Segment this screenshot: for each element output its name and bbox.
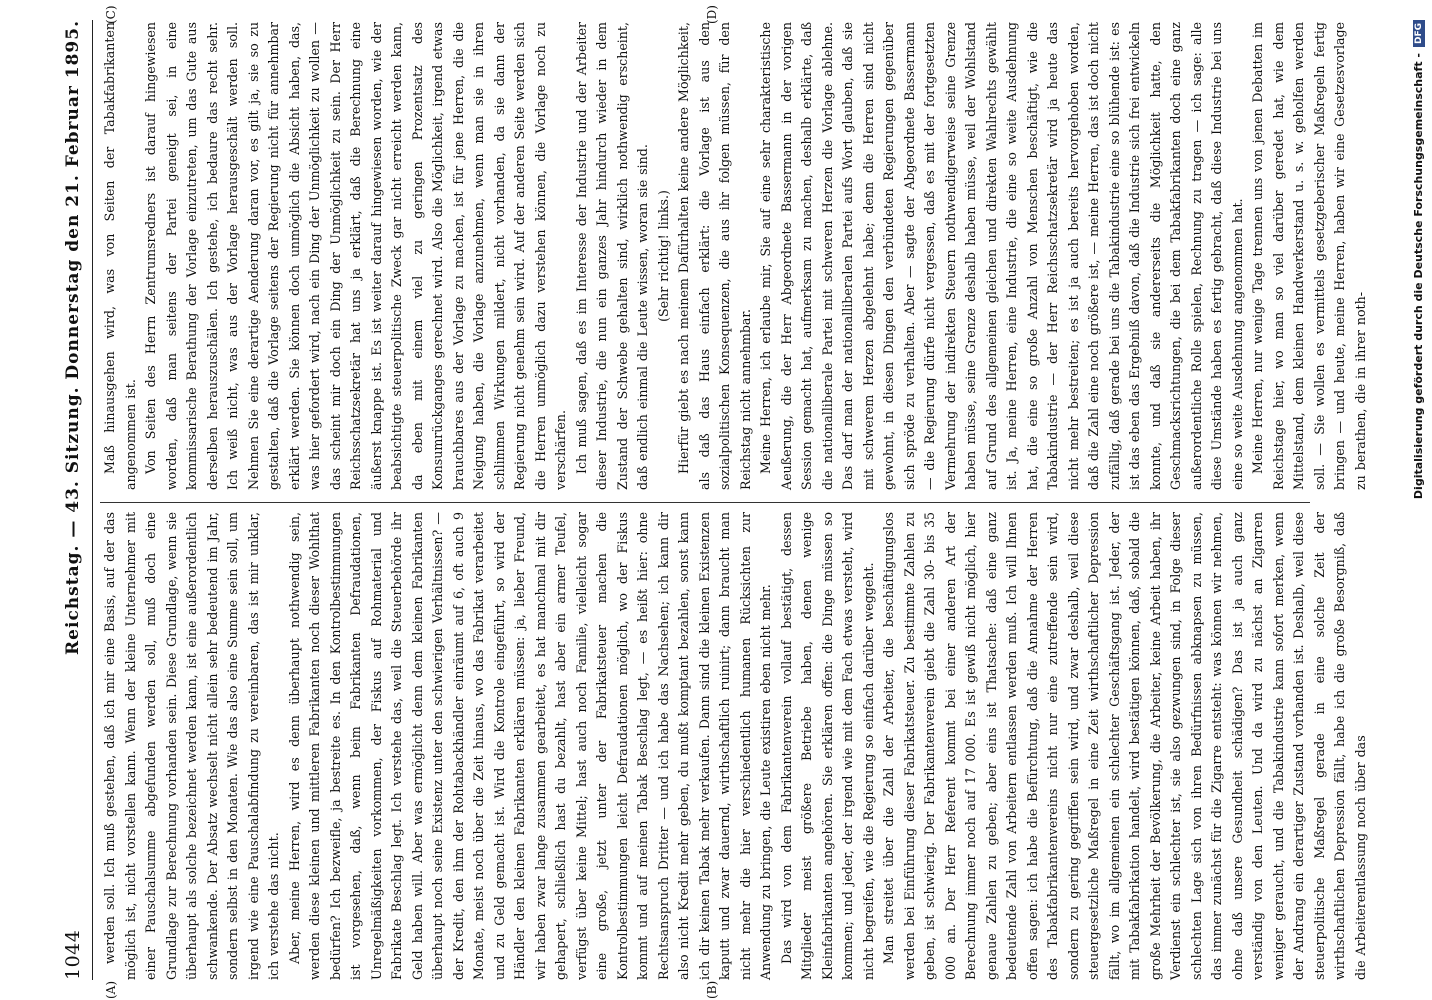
paragraph: Von Seiten des Herrn Zentrumsredners ist darauf hingewiesen worden, daß man seitens der Partei geneigt sei, in eine kommissarische Berathung der Vorlage einzutreten, um das Gute aus derselben herauszuschälen. Ich gestehe, ich bedaure das recht sehr. Ich weiß nicht, was aus der Vorlage herausgeschält werden soll. Nehmen Sie eine derartige Aenderung daran vor, es gilt ja, sie so zu gestalten, daß die Vorlage seitens der Regierung nicht für annehmbar erklärt werden. Sie können doch unmöglich die Absicht haben, das, was hier gefordert wird, nach ein Ding der Unmöglichkeit zu wollen — das scheint mir doch ein Ding der Unmöglichkeit zu sein. Der Herr Reichsschatzsekretär hat uns ja erklärt, daß die Berechnung eine äußerst knappe ist. Es ist weiter darauf hingewiesen worden, wie der beabsichtigte steuerpolitische Zweck gar nicht erreicht werden kann, da eben mit einem viel zu geringen Prozentsatz des Konsumrückganges gerechnet wird. Also die Möglichkeit, irgend etwas brauchbares aus der Vorlage zu machen, ist für jene Herren, die die Neigung haben, die Vorlage anzunehmen, wenn man sie in ihren schlimmen Wirkungen mildert, nicht vorhanden, da sie dann der Regierung nicht genehm sein wird. Auf der anderen Seite werden sich die Herren unmöglich dazu verstehen können, die Vorlage noch zu verschärfen. [143, 22, 568, 490]
dfg-logo: DFG [1413, 20, 1425, 47]
column-divider [100, 502, 1310, 503]
left-text-column [100, 512, 1368, 980]
margin-marker-d: (D) [705, 5, 719, 24]
margin-marker-a: (A) [104, 980, 118, 999]
funding-text: Digitalisierung gefördert durch die Deutsche Forschungsgemeinschaft - [1412, 53, 1425, 500]
running-header [60, 20, 86, 980]
margin-marker-b: (B) [705, 980, 719, 999]
paragraph: Das wird von dem Fabrikantenverein vollauf bestätigt, dessen Mitglieder meist größere Betriebe haben, denen wenige Kleinfabrikanten angehören. Sie erklären offen: die Dinge müssen so kommen; und jeder, der irgend wie mit dem Fach etwas versteht, wird nicht begreifen, wie die Regierung so einfach darüber weggeht. [778, 512, 876, 980]
margin-marker-c: (C) [104, 5, 118, 24]
paragraph: Man streitet über die Zahl der Arbeiter, die beschäftigungslos werden bei Einführung dieser Fabrikatsteuer. Zu bestimmte Zahlen zu geben, ist schwierig. Der Fabrikantenverein giebt die Zahl 30- bis 35 000 an. Der Herr Referent kommt bei einer anderen Art der Berechnung immer noch auf 17 000. Es ist gewiß nicht möglich, hier genaue Zahlen zu geben; aber eins ist Thatsache: daß eine ganz bedeutende Zahl von Arbeitern entlassen werden muß. Ich will Ihnen offen sagen: ich habe die Befürchtung, daß die Annahme der Herren des Tabakfabrikantenvereins nicht nur eine zutreffende sein wird, sondern zu gering gegriffen sein wird, und zwar deshalb, weil diese steuergesetzliche Maßregel in eine Zeit wirthschaftlicher Depression fällt, wo im allgemeinen ein schlechter Geschäftsgang ist. Jeder, der mit Tabakfabrikation handelt, wird bestätigen können, daß, sobald die große Mehrheit der Bevölkerung, die Arbeiter, keine Arbeit haben, ihr Verdienst ein schlechter ist, sie also gezwungen sind, in Folge dieser schlechten Lage sich von ihren Bedürfnissen abknapsen zu müssen, das immer zunächst für die Zigarre entsteht: was können wir nehmen, ohne daß unsere Gesundheit schädigen? Das ist ja auch ganz verständig von den Leuten. Und da wird zu nächst an Zigarren weniger geraucht, und die Tabakindustrie kann sofort merken, wenn der Andrang ein derartiger Zustand vorhanden ist. Deshalb, weil diese steuerpolitische Maßregel gerade in eine solche Zeit der wirthschaftlichen Depression fällt, habe ich die große Besorgniß, daß die Arbeiterentlassung noch über das [881, 512, 1368, 980]
right-text-column [100, 22, 1368, 490]
interjection: (Sehr richtig! links.) [655, 190, 671, 322]
digitization-note [1412, 20, 1425, 980]
paragraph: werden soll. Ich muß gestehen, daß ich mir eine Basis, auf der das möglich ist, nicht vorstellen kann. Wenn der kleine Unternehmer mit einer Pauschalsumme abgefunden werden soll, muß doch eine Grundlage zur Berechnung vorhanden sein. Diese Grundlage, wenn sie überhaupt als solche bezeichnet werden kann, ist eine außerordentlich schwankende. Der Absatz wechselt nicht allein sehr bedeutend im Jahr, sondern selbst in den Monaten. Wie das also eine Summe sein soll, um irgend wie eine Pauschalabfindung zu vereinbaren, das ist mir unklar, ich verstehe das nicht. [102, 512, 281, 980]
paragraph: Meine Herren, ich erlaube mir, Sie auf eine sehr charakteristische Aeußerung, die der Herr Abgeordnete Bassermann in der vorigen Session gemacht hat, aufmerksam zu machen, deshalb erklärte, daß die nationalliberale Partei mit schweren Herzen die Vorlage ablehne. Das darf man der nationalliberalen Partei aufs Wort glauben, daß sie mit schwerem Herzen abgelehnt habe; denn die Herren sind nicht gewohnt, in diesen Dingen den verbündeten Regierungen gegenüber sich spröde zu verhalten. Aber — sagte der Abgeordnete Bassermann — die Regierung dürfe nicht vergessen, daß es mit der fortgesetzten Vermehrung der indirekten Steuern nothwendigerweise seine Grenze haben müsse, seine Grenze deshalb haben müsse, weil der Wohlstand auf Grund des allgemeinen gleichen und direkten Wahlrechts gewählt ist. Ja, meine Herren, eine Industrie, die eine so weite Ausdehnung hat, die eine so große Anzahl von Menschen beschäftigt, wie die Tabakindustrie — der Herr Reichsschatzsekretär wird ja heute das nicht mehr bestreiten; es ist ja auch bereits hervorgehoben worden, daß die Zahl eine noch größere ist, — meine Herren, das ist doch nicht zufällig, daß gerade bei uns die Tabakindustrie eine so blühende ist: es ist das eben das Ergebniß davon, daß die Industrie sich frei entwickeln konnte, und daß sie andererseits die Möglichkeit hatte, den Geschmacksrichtungen, die bei dem Tabakfabrikanten doch eine ganz außerordentliche Rolle spielen, Rechnung zu tragen — ich sage: alle diese Umstände haben es fertig gebracht, daß diese Industrie bei uns eine so weite Ausdehnung angenommen hat. [758, 22, 1245, 490]
paragraph: Ich muß sagen, daß es im Interesse der Industrie und der Arbeiter dieser Industrie, die nun ein ganzes Jahr hindurch wieder in dem Zustand der Schwebe gehalten sind, wirklich nothwendig erscheint, daß endlich einmal die Leute wissen, woran sie sind. [573, 22, 650, 490]
paragraph: Aber, meine Herren, wird es denn überhaupt nothwendig sein, werden diese kleinen und mittleren Fabrikanten noch dieser Wohlthat bedürfen? Ich bezweifle, ja bestreite es. In den Kontrolbestimmungen ist vorgesehen, daß, wenn beim Fabrikanten Defraudationen, Unregelmäßigkeiten vorkommen, der Fiskus auf Rohmaterial und Fabrikate Beschlag legt. Ich verstehe das, weil die Steuerbehörde ihr Geld haben will. Aber was ermöglicht denn dem kleinen Fabrikanten überhaupt noch seine Existenz unter den schwierigen Verhältnissen? — der Kredit, den ihm der Rohtabackhändler einräumt auf 6, oft auch 9 Monate, meist noch über die Zeit hinaus, wo das Fabrikat verarbeitet und zu Geld gemacht ist. Wird die Kontrole eingeführt, so wird der Händler den kleinen Fabrikanten erklären müssen: ja, lieber Freund, wir haben zwar lange zusammen gearbeitet, es hat manchmal mit dir gehapert, schließlich hast du bezahlt, hast aber ein armer Teufel, verfügst über keine Mittel; hast auch noch Familie, vielleicht sogar eine große, jetzt unter der Fabrikatsteuer machen die Kontrolbestimmungen leicht Defraudationen möglich, wo der Fiskus kommt und auf meinen Tabak Beschlag legt, — es heißt hier: ohne Rechtsanspruch Dritter — und ich habe das Nachsehen; ich kann dir also nicht Kredit mehr geben, du mußt komptant bezahlen, sonst kann ich dir keinen Tabak mehr verkaufen. Dann sind die kleinen Existenzen kaputt und zwar dauernd, wirthschaftlich ruinirt; dann braucht man nicht mehr die hier verschiedentlich humanen Rücksichten zur Anwendung zu bringen, die Leute existiren eben nicht mehr. [286, 512, 773, 980]
paragraph: Meine Herren, nur wenige Tage trennen uns von jenen Debatten im Reichstage hier, wo man so viel darüber geredet hat, wie dem Mittelstand, dem kleinen Handwerkerstand u. s. w. geholfen werden soll. — Sie wollen es vermittels gesetzgeberischer Maßregeln fertig bringen — und heute, meine Herren, haben wir eine Gesetzesvorlage zu berathen, die in ihrer noth- [1250, 22, 1368, 490]
header-rule [92, 20, 93, 980]
header-title: Reichstag. — 43. Sitzung. Donnerstag den 21. Februar 1895. [63, 20, 83, 655]
paragraph: Hierfür giebt es nach meinem Dafürhalten keine andere Möglichkeit, als daß das Haus einfach erklärt: die Vorlage ist aus den sozialpolitischen Konsequenzen, die aus ihr folgen müssen, für den Reichstag nicht annehmbar. [676, 22, 753, 490]
page-number: 1044 [62, 929, 84, 980]
paragraph: Maß hinausgehen wird, was von Seiten der Tabakfabrikanten angenommen ist. [102, 22, 138, 490]
